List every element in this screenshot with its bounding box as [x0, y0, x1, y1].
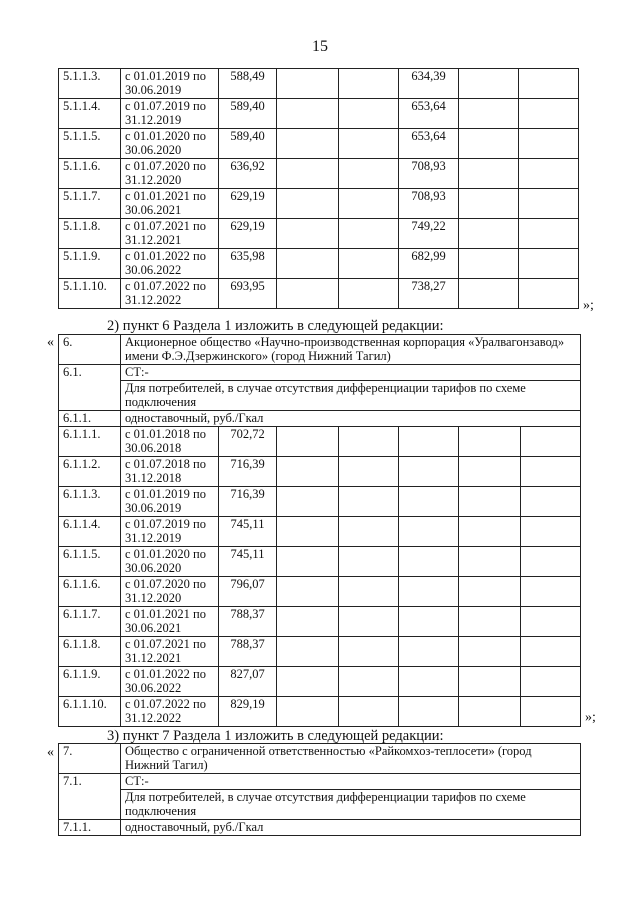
unit-label: одноставочный, руб./Гкал — [121, 820, 581, 836]
table-row — [59, 607, 581, 637]
table-row — [59, 577, 581, 607]
row-value: 796,07 — [219, 577, 277, 607]
empty-cell — [277, 547, 339, 577]
empty-cell — [459, 69, 519, 99]
page-number: 15 — [312, 38, 328, 55]
empty-cell — [339, 159, 399, 189]
row-value: 827,07 — [219, 667, 277, 697]
empty-cell — [399, 457, 459, 487]
empty-cell — [459, 547, 521, 577]
empty-cell — [519, 69, 579, 99]
row-value: 589,40 — [219, 129, 277, 159]
empty-cell — [459, 99, 519, 129]
tariff-table-5-body — [59, 69, 579, 309]
table-row — [59, 159, 579, 189]
empty-cell — [339, 607, 399, 637]
row-value: 634,39 — [399, 69, 459, 99]
table-row — [59, 457, 581, 487]
org-name: Акционерное общество «Научно-производственная корпорация «Уралвагонзавод» имени Ф.Э.Дзержинского» (город Нижний Тагил) — [121, 335, 581, 365]
empty-cell — [277, 249, 339, 279]
row-code: 6.1.1.6. — [59, 577, 121, 607]
tariff-table-6-body — [59, 335, 581, 427]
empty-cell — [459, 129, 519, 159]
empty-cell — [399, 517, 459, 547]
empty-cell — [339, 249, 399, 279]
empty-cell — [459, 457, 521, 487]
row-code: 5.1.1.7. — [59, 189, 121, 219]
empty-cell — [339, 487, 399, 517]
empty-cell — [521, 457, 581, 487]
row-period: с 01.01.2019 по 30.06.2019 — [121, 69, 219, 99]
empty-cell — [399, 487, 459, 517]
consumer-note: Для потребителей, в случае отсутствия дифференциации тарифов по схеме подключения — [121, 381, 581, 411]
row-code: 6.1.1.2. — [59, 457, 121, 487]
empty-cell — [399, 427, 459, 457]
empty-cell — [277, 159, 339, 189]
row-period: с 01.01.2022 по 30.06.2022 — [121, 249, 219, 279]
empty-cell — [519, 249, 579, 279]
empty-cell — [519, 99, 579, 129]
row-code: 6.1.1.7. — [59, 607, 121, 637]
empty-cell — [339, 279, 399, 309]
empty-cell — [339, 189, 399, 219]
empty-cell — [459, 279, 519, 309]
row-value: 629,19 — [219, 219, 277, 249]
row-value: 745,11 — [219, 517, 277, 547]
row-value: 636,92 — [219, 159, 277, 189]
table-row — [59, 219, 579, 249]
empty-cell — [277, 697, 339, 727]
row-period: с 01.07.2020 по 31.12.2020 — [121, 159, 219, 189]
empty-cell — [277, 667, 339, 697]
empty-cell — [277, 487, 339, 517]
table-row — [59, 667, 581, 697]
org-code: 7. — [59, 744, 121, 774]
table-row — [59, 547, 581, 577]
empty-cell — [459, 249, 519, 279]
st-label: СТ:- — [121, 365, 581, 381]
empty-cell — [277, 129, 339, 159]
empty-cell — [339, 219, 399, 249]
empty-cell — [459, 517, 521, 547]
empty-cell — [519, 129, 579, 159]
row-period: с 01.07.2018 по 31.12.2018 — [121, 457, 219, 487]
row-value: 829,19 — [219, 697, 277, 727]
opening-quote: « — [47, 335, 54, 350]
empty-cell — [399, 607, 459, 637]
empty-cell — [399, 637, 459, 667]
empty-cell — [277, 219, 339, 249]
empty-cell — [521, 427, 581, 457]
st-code: 6.1. — [59, 365, 121, 411]
empty-cell — [519, 219, 579, 249]
row-period: с 01.07.2021 по 31.12.2021 — [121, 219, 219, 249]
row-code: 6.1.1.10. — [59, 697, 121, 727]
empty-cell — [459, 577, 521, 607]
table-row — [59, 189, 579, 219]
empty-cell — [277, 69, 339, 99]
table-row — [59, 487, 581, 517]
empty-cell — [339, 697, 399, 727]
row-code: 6.1.1.5. — [59, 547, 121, 577]
empty-cell — [459, 159, 519, 189]
empty-cell — [339, 637, 399, 667]
row-value: 788,37 — [219, 607, 277, 637]
closing-quote: »; — [583, 298, 594, 313]
empty-cell — [521, 637, 581, 667]
tariff-table-7-body — [59, 744, 581, 836]
tariff-table-7 — [58, 743, 581, 836]
empty-cell — [339, 457, 399, 487]
row-code: 6.1.1.1. — [59, 427, 121, 457]
row-code: 6.1.1.9. — [59, 667, 121, 697]
row-code: 5.1.1.4. — [59, 99, 121, 129]
paragraph-item-6: 2) пункт 6 Раздела 1 изложить в следующей редакции: — [107, 318, 444, 334]
empty-cell — [399, 667, 459, 697]
empty-cell — [277, 189, 339, 219]
row-period: с 01.07.2022 по 31.12.2022 — [121, 279, 219, 309]
row-value: 716,39 — [219, 487, 277, 517]
st-code: 7.1. — [59, 774, 121, 820]
row-period: с 01.07.2021 по 31.12.2021 — [121, 637, 219, 667]
st-label: СТ:- — [121, 774, 581, 790]
row-period: с 01.01.2019 по 30.06.2019 — [121, 487, 219, 517]
row-period: с 01.01.2020 по 30.06.2020 — [121, 547, 219, 577]
table-row — [59, 69, 579, 99]
empty-cell — [339, 517, 399, 547]
row-value: 629,19 — [219, 189, 277, 219]
row-value: 653,64 — [399, 99, 459, 129]
empty-cell — [521, 607, 581, 637]
row-period: с 01.01.2022 по 30.06.2022 — [121, 667, 219, 697]
row-value: 682,99 — [399, 249, 459, 279]
row-period: с 01.01.2020 по 30.06.2020 — [121, 129, 219, 159]
empty-cell — [277, 607, 339, 637]
table-row — [59, 697, 581, 727]
row-value: 738,27 — [399, 279, 459, 309]
empty-cell — [277, 99, 339, 129]
unit-label: одноставочный, руб./Гкал — [121, 411, 581, 427]
row-period: с 01.07.2019 по 31.12.2019 — [121, 517, 219, 547]
row-value: 589,40 — [219, 99, 277, 129]
empty-cell — [399, 547, 459, 577]
empty-cell — [519, 159, 579, 189]
tariff-table-6-rows — [59, 427, 581, 727]
row-code: 5.1.1.3. — [59, 69, 121, 99]
row-value: 635,98 — [219, 249, 277, 279]
row-code: 5.1.1.6. — [59, 159, 121, 189]
empty-cell — [459, 487, 521, 517]
empty-cell — [277, 427, 339, 457]
row-code: 5.1.1.8. — [59, 219, 121, 249]
row-period: с 01.01.2021 по 30.06.2021 — [121, 189, 219, 219]
empty-cell — [519, 189, 579, 219]
org-name: Общество с ограниченной ответственностью «Райкомхоз-теплосети» (город Нижний Тагил) — [121, 744, 581, 774]
empty-cell — [521, 547, 581, 577]
consumer-note: Для потребителей, в случае отсутствия дифференциации тарифов по схеме подключения — [121, 790, 581, 820]
row-value: 708,93 — [399, 159, 459, 189]
empty-cell — [339, 547, 399, 577]
row-value: 693,95 — [219, 279, 277, 309]
table-row — [59, 279, 579, 309]
empty-cell — [459, 427, 521, 457]
row-value: 702,72 — [219, 427, 277, 457]
empty-cell — [339, 129, 399, 159]
empty-cell — [459, 637, 521, 667]
table-row — [59, 637, 581, 667]
row-period: с 01.01.2018 по 30.06.2018 — [121, 427, 219, 457]
empty-cell — [459, 189, 519, 219]
empty-cell — [277, 517, 339, 547]
tariff-table-6 — [58, 334, 581, 727]
empty-cell — [339, 69, 399, 99]
empty-cell — [521, 487, 581, 517]
row-value: 588,49 — [219, 69, 277, 99]
empty-cell — [399, 577, 459, 607]
row-period: с 01.07.2022 по 31.12.2022 — [121, 697, 219, 727]
empty-cell — [277, 279, 339, 309]
empty-cell — [339, 577, 399, 607]
closing-quote: »; — [585, 710, 596, 725]
empty-cell — [459, 219, 519, 249]
empty-cell — [459, 697, 521, 727]
row-code: 5.1.1.9. — [59, 249, 121, 279]
table-row — [59, 249, 579, 279]
row-period: с 01.07.2019 по 31.12.2019 — [121, 99, 219, 129]
empty-cell — [277, 457, 339, 487]
empty-cell — [277, 637, 339, 667]
row-code: 5.1.1.10. — [59, 279, 121, 309]
row-code: 6.1.1.8. — [59, 637, 121, 667]
unit-code: 6.1.1. — [59, 411, 121, 427]
empty-cell — [459, 667, 521, 697]
org-code: 6. — [59, 335, 121, 365]
empty-cell — [521, 667, 581, 697]
tariff-table-5 — [58, 68, 579, 309]
table-row — [59, 427, 581, 457]
paragraph-item-7: 3) пункт 7 Раздела 1 изложить в следующей редакции: — [107, 728, 444, 744]
table-row — [59, 517, 581, 547]
row-period: с 01.01.2021 по 30.06.2021 — [121, 607, 219, 637]
row-value: 788,37 — [219, 637, 277, 667]
table-row — [59, 129, 579, 159]
empty-cell — [339, 667, 399, 697]
row-value: 745,11 — [219, 547, 277, 577]
empty-cell — [459, 607, 521, 637]
table-row — [59, 99, 579, 129]
empty-cell — [339, 99, 399, 129]
row-value: 749,22 — [399, 219, 459, 249]
empty-cell — [519, 279, 579, 309]
empty-cell — [339, 427, 399, 457]
row-code: 6.1.1.3. — [59, 487, 121, 517]
row-value: 708,93 — [399, 189, 459, 219]
empty-cell — [277, 577, 339, 607]
empty-cell — [521, 517, 581, 547]
unit-code: 7.1.1. — [59, 820, 121, 836]
row-value: 716,39 — [219, 457, 277, 487]
empty-cell — [399, 697, 459, 727]
row-period: с 01.07.2020 по 31.12.2020 — [121, 577, 219, 607]
row-code: 5.1.1.5. — [59, 129, 121, 159]
row-code: 6.1.1.4. — [59, 517, 121, 547]
empty-cell — [521, 577, 581, 607]
opening-quote: « — [47, 745, 54, 760]
row-value: 653,64 — [399, 129, 459, 159]
empty-cell — [521, 697, 581, 727]
